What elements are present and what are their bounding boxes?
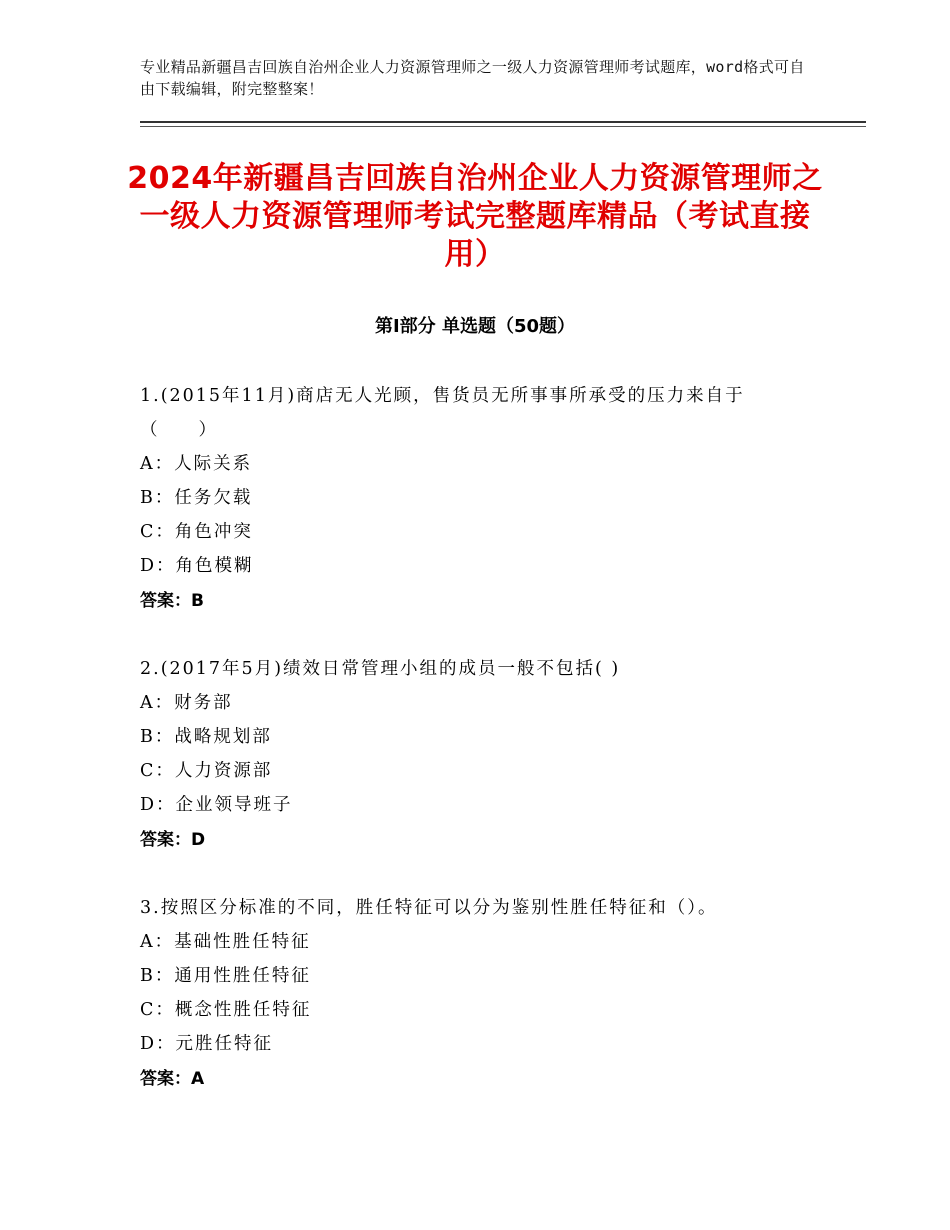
header-rule-thin — [140, 126, 866, 127]
document-title: 2024年新疆昌吉回族自治州企业人力资源管理师之一级人力资源管理师考试完整题库精品（考试直接用） — [127, 161, 823, 272]
question-1-option-b: B：任务欠载 — [140, 488, 253, 508]
question-2-option-d: D：企业领导班子 — [140, 795, 293, 815]
question-1-stem: 1.(2015年11月)商店无人光顾，售货员无所事事所承受的压力来自于 — [140, 386, 745, 406]
question-3-option-c: C：概念性胜任特征 — [140, 1000, 312, 1020]
question-3-option-a: A：基础性胜任特征 — [140, 932, 311, 952]
question-1-option-d: D：角色模糊 — [140, 556, 254, 576]
question-2-option-b: B：战略规划部 — [140, 727, 272, 747]
question-2-stem: 2.(2017年5月)绩效日常管理小组的成员一般不包括( ) — [140, 659, 621, 679]
question-3-option-d: D：元胜任特征 — [140, 1034, 274, 1054]
question-2-option-a: A：财务部 — [140, 693, 233, 713]
question-1-option-c: C：角色冲突 — [140, 522, 253, 542]
header-rule — [140, 121, 866, 123]
header-note: 专业精品新疆昌吉回族自治州企业人力资源管理师之一级人力资源管理师考试题库，word格式可自由下载编辑，附完整整案！ — [140, 58, 805, 98]
question-1-answer: 答案：B — [140, 591, 204, 611]
question-1-option-a: A：人际关系 — [140, 454, 253, 474]
question-3-stem: 3.按照区分标准的不同，胜任特征可以分为鉴别性胜任特征和（）。 — [140, 898, 718, 918]
question-3-answer: 答案：A — [140, 1069, 205, 1089]
question-2-option-c: C：人力资源部 — [140, 761, 273, 781]
question-2-answer: 答案：D — [140, 830, 206, 850]
question-1-stem-blank: （ ） — [140, 420, 218, 440]
question-3-option-b: B：通用性胜任特征 — [140, 966, 311, 986]
section-heading: 第Ⅰ部分 单选题（50题） — [374, 316, 575, 337]
